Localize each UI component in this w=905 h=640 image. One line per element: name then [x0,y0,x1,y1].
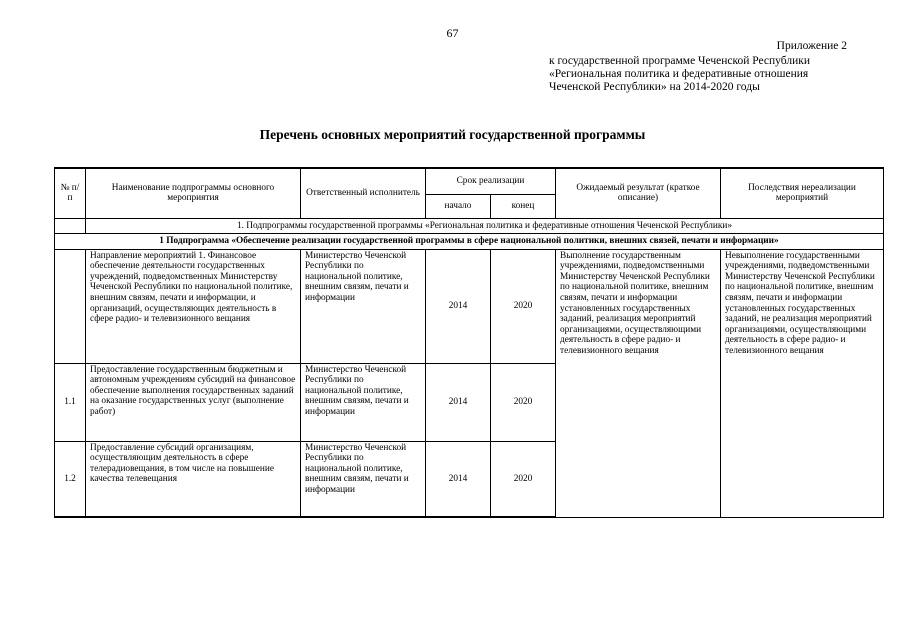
row-num: 1.2 [55,441,86,517]
page-number: 67 [446,26,459,40]
row-name: Предоставление субсидий организациям, осуществляющим деятельность в сфере телерадиовещания, в том числе на повышение качества телевещания [86,441,301,517]
table-row [55,249,884,363]
section-title: 1. Подпрограммы государственной программы «Региональная политика и федеративные отношения Чеченской Республики» [86,218,884,234]
row-start: 2014 [426,249,491,363]
row-num: 1.1 [55,363,86,441]
expected-result: Выполнение государственным учреждениями, подведомственными Министерству Чеченской Республики по национальной политике, внешним связям, печати и информации установленных государственных заданий, реализация мероприятий организациями, осуществляющими деятельность в сфере радио- и телевизионного вещания [556,249,721,517]
appendix-line-3: Чеченской Республики» на 2014-2020 годы [549,81,760,93]
document-title: Перечень основных мероприятий государственной программы [259,127,646,142]
header-consequences: Последствия нереализации мероприятий [721,168,884,218]
row-end: 2020 [491,441,556,517]
appendix-title: Приложение 2 [776,40,847,52]
appendix-line-2: «Региональная политика и федеративные отношения [549,68,809,80]
header-result: Ожидаемый результат (краткое описание) [556,168,721,218]
row-name: Направление мероприятий 1. Финансовое обеспечение деятельности государственных учреждений, подведомственных Министерству Чеченской Республики по национальной политике, внешним связям, печати и информации, и организаций, осуществляющих деятельность в сфере радио- и телевизионного вещания [86,249,301,363]
subprogram-title: 1 Подпрограмма «Обеспечение реализации государственной программы в сфере национальной политики, внешних связей, печати и информации» [55,234,884,250]
header-end: конец [491,194,556,218]
appendix-block [549,40,847,94]
header-num: № п/п [55,168,86,218]
row-num [55,249,86,363]
row-executor: Министерство Чеченской Республики по национальной политике, внешним связям, печати и информации [301,249,426,363]
row-start: 2014 [426,363,491,441]
header-executor: Ответственный исполнитель [301,168,426,218]
header-period: Срок реализации [426,168,556,194]
row-executor: Министерство Чеченской Республики по национальной политике, внешним связям, печати и информации [301,363,426,441]
row-end: 2020 [491,249,556,363]
non-implementation-consequences: Невыполнение государственными учреждениями, подведомственными Министерству Чеченской Республики по национальной политике, внешним связям, печати и информации установленных государственных заданий, не реализация мероприятий организациями, осуществляющими деятельность в сфере радио- и телевизионного вещания [721,249,884,517]
row-end: 2020 [491,363,556,441]
appendix-line-1: к государственной программе Чеченской Республики [549,55,810,67]
header-start: начало [426,194,491,218]
row-start: 2014 [426,441,491,517]
row-name: Предоставление государственным бюджетным и автономным учреждениям субсидий на финансовое обеспечение выполнения государственных заданий на оказание государственных услуг (выполнение работ) [86,363,301,441]
activities-table [54,167,884,518]
row-executor: Министерство Чеченской Республики по национальной политике, внешним связям, печати и информации [301,441,426,517]
header-name: Наименование подпрограммы основного мероприятия [86,168,301,218]
